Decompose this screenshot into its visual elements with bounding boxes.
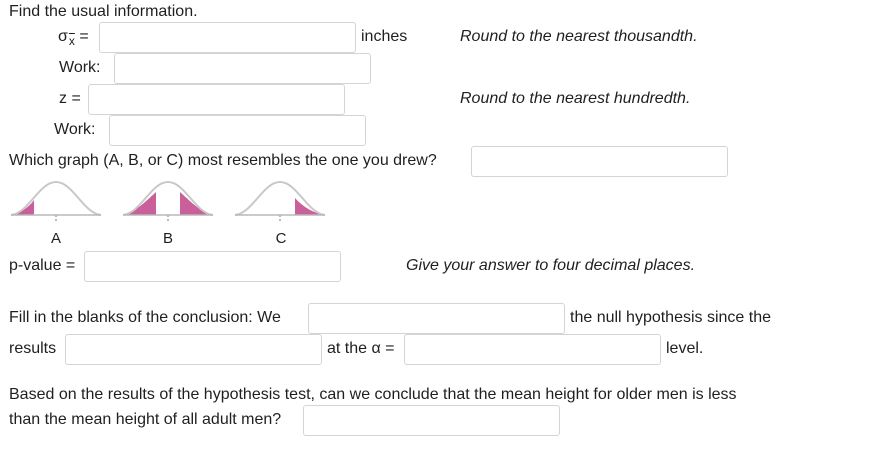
page-title: Find the usual information. xyxy=(9,3,198,20)
z-input[interactable] xyxy=(88,84,345,115)
inches-unit: inches xyxy=(361,28,408,45)
graph-label-b: B xyxy=(162,230,173,247)
p-value-label: p-value = xyxy=(9,257,76,274)
conclusion-blank-alpha[interactable] xyxy=(404,334,661,365)
conclusion-text-1: Fill in the blanks of the conclusion: We xyxy=(9,309,281,326)
p-value-hint: Give your answer to four decimal places. xyxy=(406,257,696,274)
conclusion-text-5: level. xyxy=(666,340,704,357)
z-rounding-hint: Round to the nearest hundredth. xyxy=(460,90,691,107)
final-question-line-2: than the mean height of all adult men? xyxy=(9,411,282,428)
work-label-1: Work: xyxy=(59,59,101,76)
graph-c-right-tail-curve xyxy=(233,178,327,224)
xbar-subscript: $\overline{x}$ xyxy=(68,34,75,48)
final-question-line-1: Based on the results of the hypothesis test, can we conclude that the mean height for older men is less xyxy=(9,386,737,403)
work-input-2[interactable] xyxy=(109,115,366,146)
work-input-1[interactable] xyxy=(114,53,371,84)
p-value-input[interactable] xyxy=(84,251,341,282)
conclusion-blank-significance[interactable] xyxy=(65,334,322,365)
sigma-symbol: σ xyxy=(58,28,68,45)
conclusion-text-4: at the α = xyxy=(327,340,395,357)
graph-b-two-tails-curve xyxy=(121,178,215,224)
conclusion-text-3: results xyxy=(9,340,57,357)
z-label: z = xyxy=(59,90,81,107)
sigma-equals: = xyxy=(79,28,89,45)
sigma-xbar-label xyxy=(58,27,89,47)
graph-question-label: Which graph (A, B, or C) most resembles the one you drew? xyxy=(9,152,437,169)
graph-choice-input[interactable] xyxy=(471,146,728,177)
graph-a-left-tail-curve xyxy=(9,178,103,224)
final-answer-input[interactable] xyxy=(303,405,560,436)
graph-label-a: A xyxy=(50,230,61,247)
work-label-2: Work: xyxy=(54,121,96,138)
sigma-xbar-input[interactable] xyxy=(99,22,356,53)
conclusion-blank-decision[interactable] xyxy=(308,303,565,334)
graph-label-c: C xyxy=(275,230,287,247)
conclusion-text-2: the null hypothesis since the xyxy=(570,309,772,326)
sigma-rounding-hint: Round to the nearest thousandth. xyxy=(460,28,698,45)
